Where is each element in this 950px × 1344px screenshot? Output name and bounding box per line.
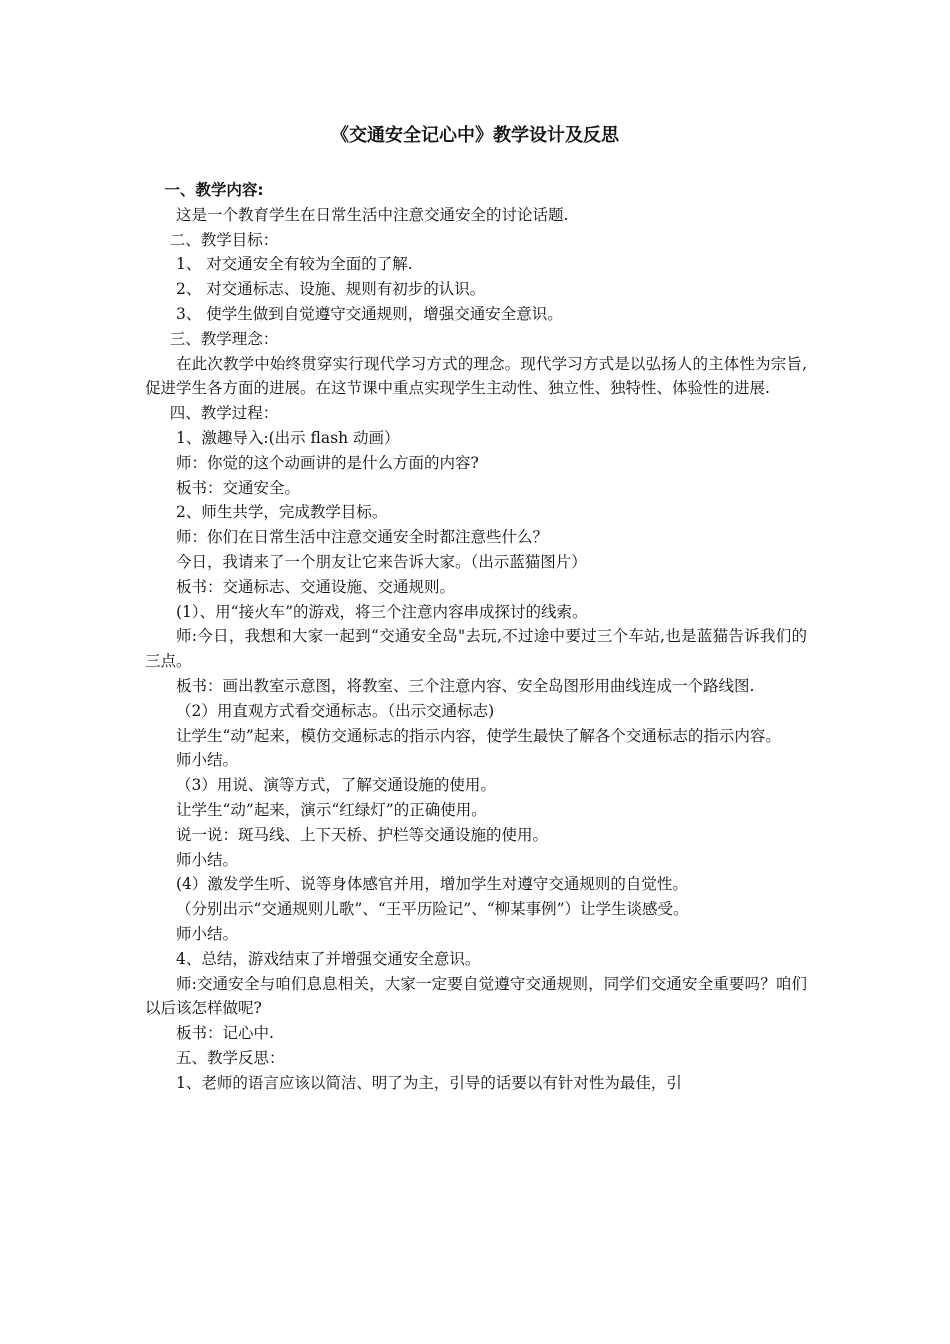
paragraph: 师小结。 xyxy=(176,924,239,943)
section-heading-reflection: 五、教学反思： xyxy=(176,1048,285,1067)
paragraph: 师:今日，我想和大家一起到“交通安全岛"去玩,不过途中要过三个车站,也是蓝猫告诉我们的三点。 xyxy=(145,627,807,671)
paragraph: 板书：交通标志、交通设施、交通规则。 xyxy=(176,577,456,596)
paragraph: (4）激发学生听、说等身体感官并用，增加学生对遵守交通规则的自觉性。 xyxy=(176,875,688,894)
paragraph: 这是一个教育学生在日常生活中注意交通安全的讨论话题. xyxy=(176,205,569,224)
paragraph: 说一说：斑马线、上下天桥、护栏等交通设施的使用。 xyxy=(176,825,549,844)
list-item: 2、 对交通标志、设施、规则有初步的认识。 xyxy=(176,280,486,299)
document-body xyxy=(145,178,807,1095)
section-heading-process: 四、教学过程： xyxy=(169,404,279,423)
paragraph: 师：你们在日常生活中注意交通安全时都注意些什么？ xyxy=(176,528,549,547)
list-item: 3、 使学生做到自觉遵守交通规则，增强交通安全意识。 xyxy=(176,304,563,323)
paragraph: 1、激趣导入:(出示 flash 动画） xyxy=(176,428,400,447)
paragraph: (1）、用“接火车”的游戏，将三个注意内容串成探讨的线索。 xyxy=(176,602,588,621)
paragraph: 1、老师的语言应该以简洁、明了为主，引导的话要以有针对性为最佳，引 xyxy=(176,1073,682,1092)
paragraph: 板书：画出教室示意图，将教室、三个注意内容、安全岛图形用曲线连成一个路线图. xyxy=(176,676,755,695)
paragraph: 师:交通安全与咱们息息相关，大家一定要自觉遵守交通规则，同学们交通安全重要吗？咱们以后该怎样做呢? xyxy=(145,974,807,1018)
paragraph: 板书：记心中. xyxy=(176,1024,274,1043)
paragraph: 今日，我请来了一个朋友让它来告诉大家。（出示蓝猫图片） xyxy=(176,552,587,571)
section-heading-goals: 二、教学目标： xyxy=(169,230,279,249)
paragraph: （分别出示“交通规则儿歌”、“王平历险记”、“柳某事例”）让学生谈感受。 xyxy=(176,900,689,919)
document-title: 《交通安全记心中》教学设计及反思 xyxy=(331,125,619,146)
section-heading-content: 一、教学内容: xyxy=(164,181,264,199)
paragraph: 师：你觉的这个动画讲的是什么方面的内容? xyxy=(176,453,479,472)
paragraph: 2、师生共学，完成教学目标。 xyxy=(176,503,388,522)
list-item: 1、 对交通安全有较为全面的了解. xyxy=(176,255,413,274)
paragraph: （2）用直观方式看交通标志。（出示交通标志) xyxy=(176,701,495,720)
section-heading-philosophy: 三、教学理念： xyxy=(169,329,279,348)
paragraph: 师小结。 xyxy=(176,850,239,869)
paragraph: 师小结。 xyxy=(176,751,239,770)
paragraph: 在此次教学中始终贯穿实行现代学习方式的理念。现代学习方式是以弘扬人的主体性为宗旨,促进学生各方面的进展。在这节课中重点实现学生主动性、独立性、独特性、体验性的进展. xyxy=(145,354,807,398)
paragraph: （3）用说、演等方式，了解交通设施的使用。 xyxy=(176,776,496,795)
paragraph: 4、总结，游戏结束了并增强交通安全意识。 xyxy=(176,949,481,968)
paragraph: 让学生“动”起来，演示“红绿灯”的正确使用。 xyxy=(176,800,487,819)
paragraph: 让学生“动”起来，模仿交通标志的指示内容，使学生最快了解各个交通标志的指示内容。 xyxy=(176,726,781,745)
paragraph: 板书：交通安全。 xyxy=(176,478,301,497)
